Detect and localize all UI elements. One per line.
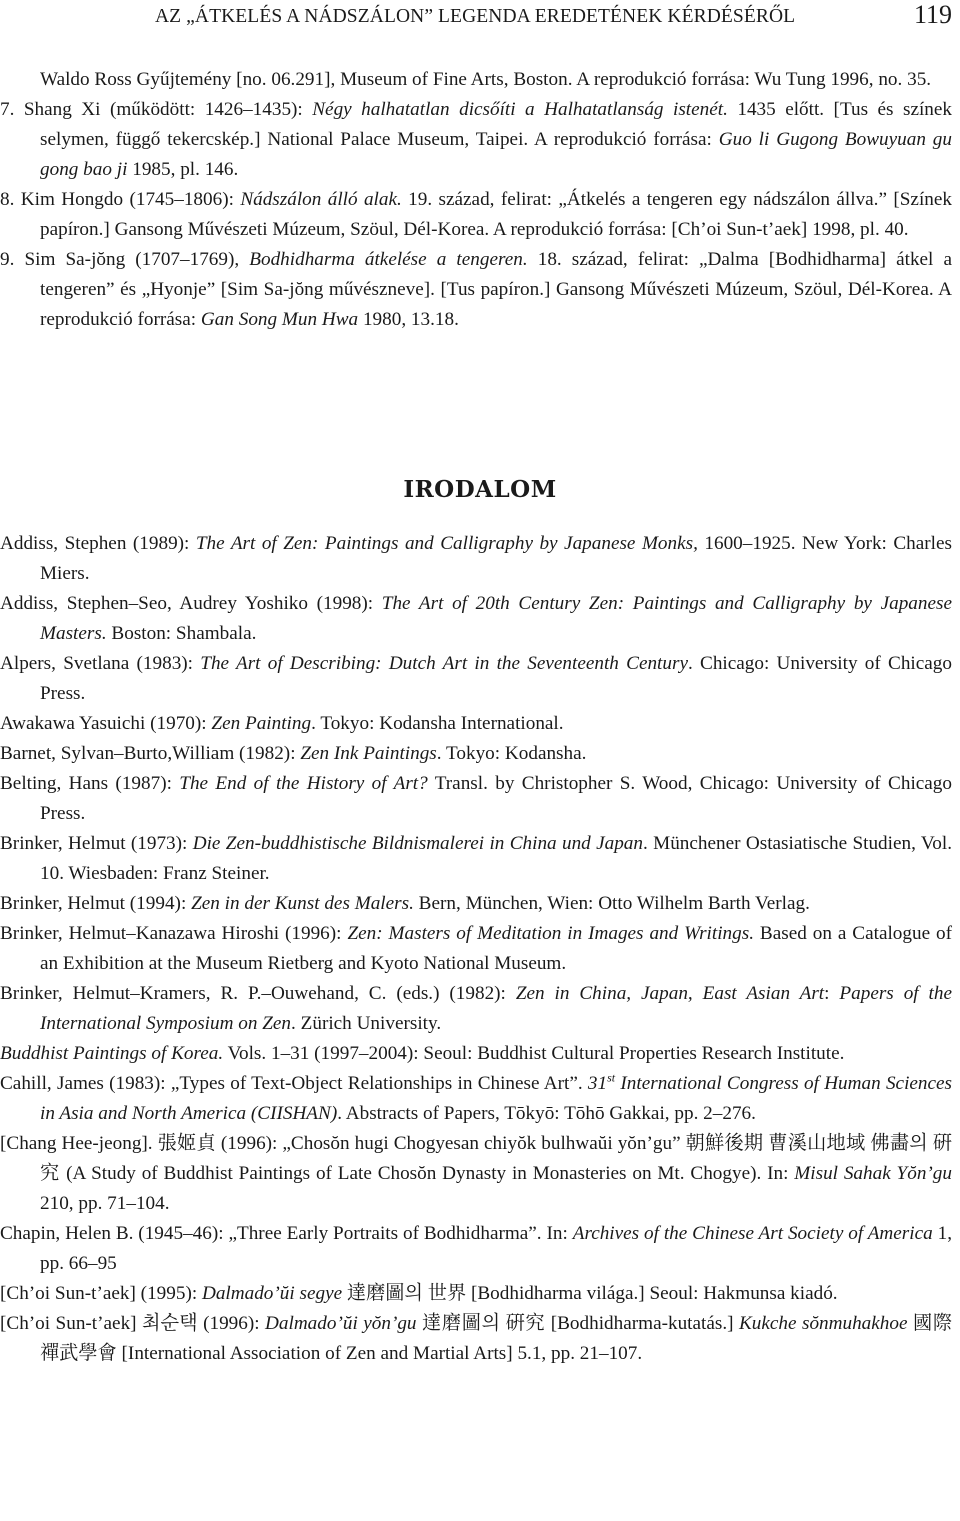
note-text-run: 1985, pl. 146. — [127, 159, 239, 180]
bib-entry-text-run: . Münchener Ostasiatische Studien, Vol. 10. Wiesbaden: Franz Steiner. — [40, 833, 952, 884]
bib-entry-text-run: Misul Sahak Yŏn’gu — [794, 1163, 952, 1184]
bib-entry-text-run: Zen in der Kunst des Malers. — [191, 893, 414, 914]
bib-entry-text-run: Papers of the International Symposium on Zen — [40, 983, 952, 1034]
bib-entry-text-run: 210, pp. 71–104. — [40, 1193, 170, 1214]
bib-entry-choi-1996 — [0, 1309, 952, 1369]
bib-entry-text-run: Dalmado’ŭi yŏn’gu — [265, 1313, 417, 1334]
bib-entry-text-run: The Art of Describing: Dutch Art in the Seventeenth Century — [200, 653, 688, 674]
bib-entry-text-run: Boston: Shambala. — [106, 623, 257, 644]
bib-entry-awakawa-1970 — [0, 709, 952, 739]
bib-entry-text-run: Cahill, James (1983): „Types of Text-Object Relationships in Chinese Art”. — [0, 1073, 588, 1094]
note-note-6-cont — [0, 65, 952, 95]
bib-entry-chapin-1945 — [0, 1219, 952, 1279]
bib-entry-text-run: [Chang Hee-jeong]. 張姬貞 (1996): „Chosŏn hugi Chogyesan chiyŏk bulhwaŭi yŏn’gu” 朝鮮後期 曹溪山地域 佛畵의 硏究 (A Study of Buddhist Paintings of Late Chosŏn Dynasty in Monasteries on Mt. Chogye). In: — [0, 1133, 952, 1184]
note-text-run: 8. Kim Hongdo (1745–1806): — [0, 189, 241, 210]
bib-entry-text-run: : — [824, 983, 840, 1004]
section-title-irodalom: IRODALOM — [403, 476, 557, 503]
bib-entry-text-run: The Art of 20th Century Zen: Paintings and Calligraphy by Japanese Masters. — [40, 593, 952, 644]
bib-entry-text-run: Kukche sŏnmuhakhoe — [738, 1313, 908, 1334]
bib-entry-text-run: Belting, Hans (1987): — [0, 773, 180, 794]
bib-entry-brinker-1973 — [0, 829, 952, 889]
bib-entry-brinker-kramers-1982 — [0, 979, 952, 1039]
note-text-run: Gan Song Mun Hwa — [200, 309, 359, 330]
bib-entry-text-run: 國際禪武學會 [International Association of Zen and Martial Arts] 5.1, pp. 21–107. — [40, 1313, 953, 1364]
note-text-run: Guo li Gugong Bowuyuan gu gong bao ji — [40, 129, 952, 180]
bib-entry-chang-1996 — [0, 1129, 952, 1219]
bib-entry-text-run: [Ch’oi Sun-t’aek] 최순택 (1996): — [0, 1313, 266, 1334]
bibliography-list — [0, 529, 952, 1369]
bib-entry-text-run: Addiss, Stephen–Seo, Audrey Yoshiko (1998): — [0, 593, 382, 614]
bib-entry-text-run: Brinker, Helmut–Kanazawa Hiroshi (1996): — [0, 923, 348, 944]
bib-entry-text-run: Vols. 1–31 (1997–2004): Seoul: Buddhist Cultural Properties Research Institute. — [223, 1043, 845, 1064]
bib-entry-text-run: . Tokyo: Kodansha International. — [311, 713, 564, 734]
bib-entry-text-run: Based on a Catalogue of an Exhibition at the Museum Rietberg and Kyoto National Museum. — [40, 923, 952, 974]
bib-entry-text-run: Transl. by Christopher S. Wood, Chicago: University of Chicago Press. — [40, 773, 952, 824]
bib-entry-cahill-1983 — [0, 1069, 952, 1129]
bib-entry-text-run: Die Zen-buddhistische Bildnismalerei in China und Japan — [192, 833, 643, 854]
note-note-8 — [0, 185, 952, 245]
note-text-run: Waldo Ross Gyűjtemény [no. 06.291], Museum of Fine Arts, Boston. A reprodukció forrása: Wu Tung 1996, no. 35. — [40, 69, 932, 90]
page-number: 119 — [913, 0, 952, 29]
bib-entry-text-run: [Ch’oi Sun-t’aek] (1995): — [0, 1283, 202, 1304]
bib-entry-text-run: . Chicago: University of Chicago Press. — [40, 653, 952, 704]
bib-entry-text-run: The End of the History of Art? — [179, 773, 428, 794]
bib-entry-text-run: 達磨圖의 世界 [Bodhidharma világa.] Seoul: Hakmunsa kiadó. — [342, 1283, 838, 1304]
bib-entry-text-run: . Zürich University. — [291, 1013, 442, 1034]
note-text-run: Négy halhatatlan dicsőíti a Halhatatlanság istenét. — [312, 99, 728, 120]
note-text-run: Bodhidharma átkelése a tengeren. — [249, 249, 528, 270]
bib-entry-text-run: Addiss, Stephen (1989): — [0, 533, 196, 554]
running-header — [0, 0, 960, 40]
note-text-run: Nádszálon álló alak. — [240, 189, 402, 210]
bib-entry-choi-1995 — [0, 1279, 952, 1309]
note-text-run: 7. Shang Xi (működött: 1426–1435): — [0, 99, 313, 120]
bib-entry-brinker-kanazawa-1996 — [0, 919, 952, 979]
bib-entry-alpers-1983 — [0, 649, 952, 709]
bib-entry-addiss-1989 — [0, 529, 952, 589]
bib-entry-text-run: Dalmado’ŭi segye — [201, 1283, 343, 1304]
bib-entry-text-run: Zen Painting — [211, 713, 312, 734]
bib-entry-brinker-1994 — [0, 889, 952, 919]
note-text-run: 9. Sim Sa-jŏng (1707–1769), — [0, 249, 250, 270]
bib-entry-text-run: Awakawa Yasuichi (1970): — [0, 713, 212, 734]
bib-entry-text-run: 達磨圖의 硏究 [Bodhidharma-kutatás.] — [416, 1313, 739, 1334]
note-text-run: 19. század, felirat: „Átkelés a tengeren egy nádszálon állva.” [Színek papíron.] Gansong Művészeti Múzeum, Szöul, Dél-Korea. A reprodukció forrása: [Ch’oi Sun-t’aek] 1998, pl. 40. — [40, 189, 952, 240]
note-note-7 — [0, 95, 952, 185]
bib-entry-text-run: st — [607, 1070, 616, 1085]
note-text-run: 1980, 13.18. — [358, 309, 459, 330]
bib-entry-text-run: . Tokyo: Kodansha. — [436, 743, 587, 764]
bib-entry-text-run: Chapin, Helen B. (1945–46): „Three Early Portraits of Bodhidharma”. In: — [0, 1223, 573, 1244]
bib-entry-text-run: Zen: Masters of Meditation in Images and Writings. — [347, 923, 754, 944]
bib-entry-text-run: Archives of the Chinese Art Society of America — [572, 1223, 933, 1244]
bib-entry-addiss-seo-1998 — [0, 589, 952, 649]
bib-entry-text-run: Zen in China, Japan, East Asian Art — [515, 983, 825, 1004]
bib-entry-text-run: 1600–1925. New York: Charles Miers. — [40, 533, 952, 584]
bib-entry-text-run: 1, pp. 66–95 — [40, 1223, 953, 1274]
note-text-run: 18. század, felirat: „Dalma [Bodhidharma] átkel a tengeren” és „Hyonje” [Sim Sa-jŏng művészneve]. [Tus papíron.] Gansong Művészeti Múzeum, Szöul, Dél-Korea. A reprodukció forrása: — [40, 249, 952, 330]
bib-entry-belting-1987 — [0, 769, 952, 829]
bib-entry-text-run: Buddhist Paintings of Korea. — [0, 1043, 224, 1064]
note-note-9 — [0, 245, 952, 335]
bib-entry-text-run: . Abstracts of Papers, Tōkyō: Tōhō Gakkai, pp. 2–276. — [337, 1103, 756, 1124]
bib-entry-text-run: Alpers, Svetlana (1983): — [0, 653, 201, 674]
bib-entry-text-run: Brinker, Helmut (1973): — [0, 833, 193, 854]
running-header-title: AZ „ÁTKELÉS A NÁDSZÁLON” LEGENDA EREDETÉNEK KÉRDÉSÉRŐL — [155, 6, 796, 27]
bib-entry-text-run: Brinker, Helmut–Kramers, R. P.–Ouwehand, C. (eds.) (1982): — [0, 983, 516, 1004]
bib-entry-text-run: The Art of Zen: Paintings and Calligraphy by Japanese Monks, — [195, 533, 698, 554]
note-text-run: 1435 előtt. [Tus és színek selymen, függő tekercskép.] National Palace Museum, Taipei. A reprodukció forrása: — [40, 99, 952, 150]
bib-entry-buddhist-paintings-korea — [0, 1039, 952, 1069]
bib-entry-text-run: Barnet, Sylvan–Burto,William (1982): — [0, 743, 301, 764]
figure-notes — [0, 65, 952, 335]
bib-entry-text-run: Zen Ink Paintings — [300, 743, 437, 764]
bib-entry-text-run: Brinker, Helmut (1994): — [0, 893, 192, 914]
bib-entry-text-run: Bern, München, Wien: Otto Wilhelm Barth Verlag. — [413, 893, 810, 914]
bib-entry-barnet-burto-1982 — [0, 739, 952, 769]
bib-entry-text-run: International Congress of Human Sciences in Asia and North America (CIISHAN) — [40, 1073, 953, 1124]
bib-entry-text-run: 31 — [587, 1073, 608, 1094]
